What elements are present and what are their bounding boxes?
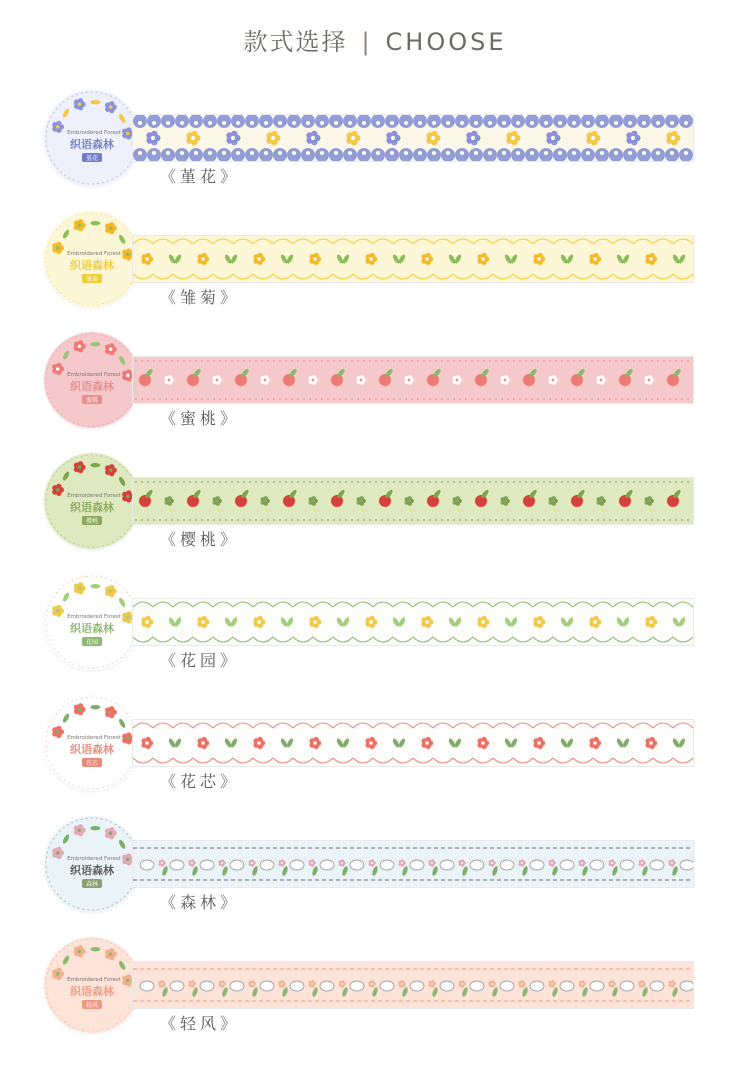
svg-text:Embroidered Forest: Embroidered Forest — [67, 130, 121, 136]
svg-text:织语森林: 织语森林 — [70, 864, 114, 877]
tape-strip-image — [132, 719, 694, 767]
style-option-6[interactable] — [44, 695, 704, 805]
svg-text:织语森林: 织语森林 — [70, 743, 114, 756]
tape-roll-image — [44, 574, 140, 670]
tape-strip-image — [132, 356, 694, 404]
svg-text:织语森林: 织语森林 — [70, 501, 114, 514]
svg-text:织语森林: 织语森林 — [70, 622, 114, 635]
svg-text:Embroidered Forest: Embroidered Forest — [67, 372, 121, 378]
svg-text:森林: 森林 — [85, 881, 99, 888]
svg-text:花芯: 花芯 — [85, 760, 99, 767]
style-label: 《花芯》 — [160, 772, 241, 791]
style-label: 《堇花》 — [160, 167, 241, 186]
tape-strip-image — [132, 961, 694, 1009]
tape-strip-image — [132, 598, 694, 646]
title-en: CHOOSE — [385, 28, 507, 56]
svg-text:Embroidered Forest: Embroidered Forest — [67, 856, 121, 862]
tape-roll-image — [44, 695, 140, 791]
style-option-7[interactable] — [44, 816, 704, 926]
style-label: 《轻风》 — [160, 1014, 241, 1033]
tape-roll-image — [44, 816, 140, 912]
tape-strip-image — [132, 840, 694, 888]
tape-roll-image — [44, 937, 140, 1033]
title-separator: | — [361, 28, 372, 56]
svg-text:花园: 花园 — [85, 639, 99, 646]
tape-strip-image — [132, 235, 694, 283]
svg-text:织语森林: 织语森林 — [70, 380, 114, 393]
tape-roll-image — [44, 211, 140, 307]
svg-text:Embroidered Forest: Embroidered Forest — [67, 735, 121, 741]
svg-text:Embroidered Forest: Embroidered Forest — [67, 251, 121, 257]
style-option-4[interactable] — [44, 453, 704, 563]
tape-roll-image — [44, 332, 140, 428]
tape-roll-image — [44, 90, 140, 186]
svg-text:堇花: 堇花 — [85, 155, 99, 162]
style-option-8[interactable] — [44, 937, 704, 1047]
svg-text:织语森林: 织语森林 — [70, 985, 114, 998]
tape-strip-image — [132, 477, 694, 525]
svg-text:Embroidered Forest: Embroidered Forest — [67, 493, 121, 499]
svg-text:织语森林: 织语森林 — [70, 259, 114, 272]
tape-strip-image — [132, 114, 694, 162]
svg-text:雏菊: 雏菊 — [85, 276, 99, 283]
svg-text:蜜桃: 蜜桃 — [85, 397, 99, 404]
svg-text:轻风: 轻风 — [85, 1002, 99, 1009]
style-option-2[interactable] — [44, 211, 704, 321]
svg-text:Embroidered Forest: Embroidered Forest — [67, 614, 121, 620]
title-cn: 款式选择 — [243, 28, 348, 56]
style-label: 《森林》 — [160, 893, 241, 912]
style-option-5[interactable] — [44, 574, 704, 684]
page-title — [0, 22, 750, 57]
style-label: 《花园》 — [160, 651, 241, 670]
svg-text:织语森林: 织语森林 — [70, 138, 114, 151]
tape-roll-image — [44, 453, 140, 549]
style-label: 《雏菊》 — [160, 288, 241, 307]
style-option-3[interactable] — [44, 332, 704, 442]
svg-text:Embroidered Forest: Embroidered Forest — [67, 977, 121, 983]
svg-text:樱桃: 樱桃 — [85, 518, 99, 525]
style-label: 《樱桃》 — [160, 530, 241, 549]
style-option-1[interactable] — [44, 90, 704, 200]
style-label: 《蜜桃》 — [160, 409, 241, 428]
